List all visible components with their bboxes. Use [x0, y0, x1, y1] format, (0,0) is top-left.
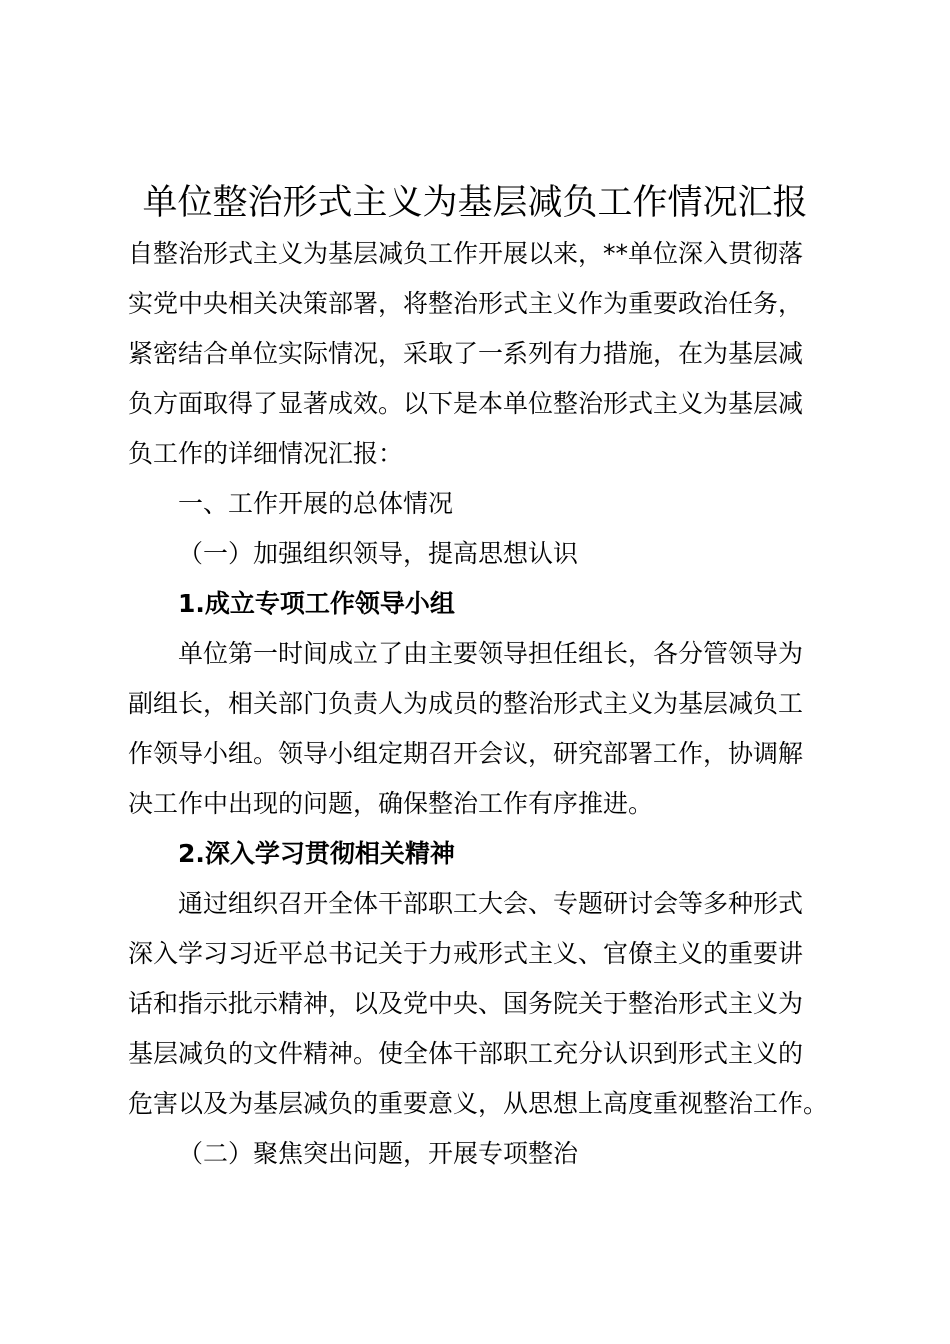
item2-line-4: 基层减负的文件精神。使全体干部职工充分认识到形式主义的: [128, 1039, 804, 1068]
item2-line-2: 深入学习习近平总书记关于力戒形式主义、官僚主义的重要讲: [128, 939, 804, 968]
item2-line-1: 通过组织召开全体干部职工大会、专题研讨会等多种形式: [178, 889, 804, 918]
intro-line-3: 紧密结合单位实际情况，采取了一系列有力措施，在为基层减: [128, 339, 804, 368]
intro-line-4: 负方面取得了显著成效。以下是本单位整治形式主义为基层减: [128, 389, 804, 418]
item-heading-2: 2.深入学习贯彻相关精神: [178, 839, 455, 868]
item1-line-3: 作领导小组。领导小组定期召开会议，研究部署工作，协调解: [128, 739, 804, 768]
item-heading-1: 1.成立专项工作领导小组: [178, 589, 455, 618]
intro-line-2: 实党中央相关决策部署，将整治形式主义作为重要政治任务，: [128, 289, 804, 318]
intro-line-1: 自整治形式主义为基层减负工作开展以来，**单位深入贯彻落: [128, 239, 804, 268]
intro-line-5: 负工作的详细情况汇报：: [128, 439, 404, 468]
item1-line-4: 决工作中出现的问题，确保整治工作有序推进。: [128, 789, 654, 818]
item2-line-5: 危害以及为基层减负的重要意义，从思想上高度重视整治工作。: [128, 1089, 829, 1118]
item2-line-3: 话和指示批示精神，以及党中央、国务院关于整治形式主义为: [128, 989, 804, 1018]
subsection-heading-2: （二）聚焦突出问题，开展专项整治: [178, 1139, 579, 1168]
item1-line-2: 副组长，相关部门负责人为成员的整治形式主义为基层减负工: [128, 689, 804, 718]
item1-line-1: 单位第一时间成立了由主要领导担任组长，各分管领导为: [178, 639, 804, 668]
subsection-heading-1: （一）加强组织领导，提高思想认识: [178, 539, 579, 568]
section-heading-1: 一、工作开展的总体情况: [178, 489, 454, 518]
document-title: 单位整治形式主义为基层减负工作情况汇报: [142, 183, 808, 223]
